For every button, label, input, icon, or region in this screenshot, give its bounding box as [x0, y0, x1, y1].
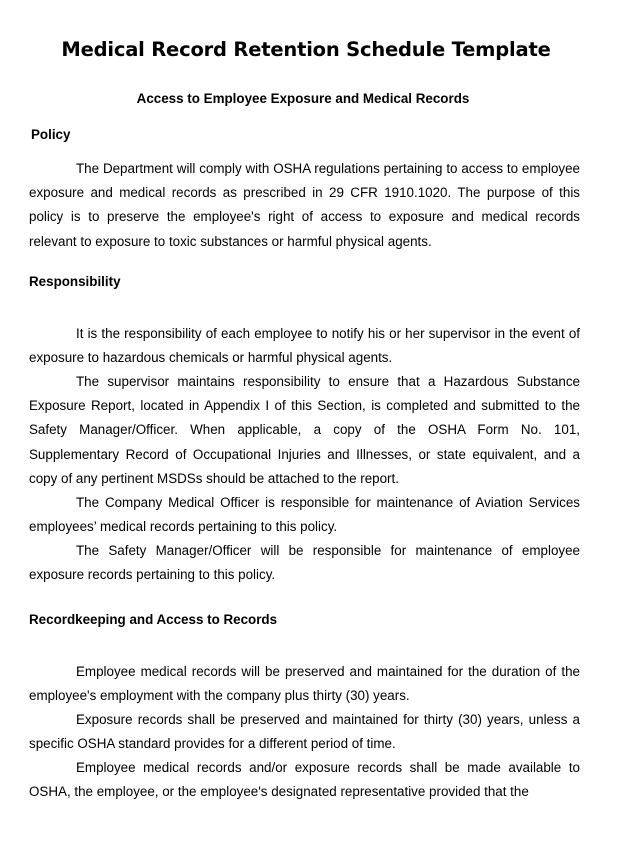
responsibility-paragraph-4: The Safety Manager/Officer will be responsible for maintenance of employee exposure records pertaining to this policy. — [29, 543, 580, 583]
document-title: Medical Record Retention Schedule Template — [61, 38, 551, 61]
heading-recordkeeping: Recordkeeping and Access to Records — [29, 612, 278, 627]
recordkeeping-paragraph-2: Exposure records shall be preserved and maintained for thirty (30) years, unless a specific OSHA standard provides for a different period of time. — [29, 712, 580, 752]
heading-responsibility: Responsibility — [29, 274, 121, 289]
document-subtitle: Access to Employee Exposure and Medical Records — [136, 91, 470, 106]
recordkeeping-paragraph-1: Employee medical records will be preserved and maintained for the duration of the employee's employment with the company plus thirty (30) years. — [29, 664, 580, 704]
responsibility-paragraph-3: The Company Medical Officer is responsible for maintenance of Aviation Services employees’ medical records pertaining to this policy. — [29, 495, 580, 535]
recordkeeping-paragraph-3: Employee medical records and/or exposure records shall be made available to OSHA, the employee, or the employee's designated representative provided that the — [29, 760, 580, 800]
policy-paragraph-1: The Department will comply with OSHA regulations pertaining to access to employee exposure and medical records as prescribed in 29 CFR 1910.1020. The purpose of this policy is to preserve the employee's right of access to exposure and medical records relevant to exposure to toxic substances or harmful physical agents. — [29, 161, 580, 249]
responsibility-paragraph-1: It is the responsibility of each employee to notify his or her supervisor in the event of exposure to hazardous chemicals or harmful physical agents. — [29, 326, 580, 366]
responsibility-paragraph-2: The supervisor maintains responsibility to ensure that a Hazardous Substance Exposure Report, located in Appendix I of this Section, is completed and submitted to the Safety Manager/Officer. When applicable, a copy of the OSHA Form No. 101, Supplementary Record of Occupational Injuries and Illnesses, or state equivalent, and a copy of any pertinent MSDSs should be attached to the report. — [29, 374, 580, 486]
heading-policy: Policy — [31, 127, 71, 142]
